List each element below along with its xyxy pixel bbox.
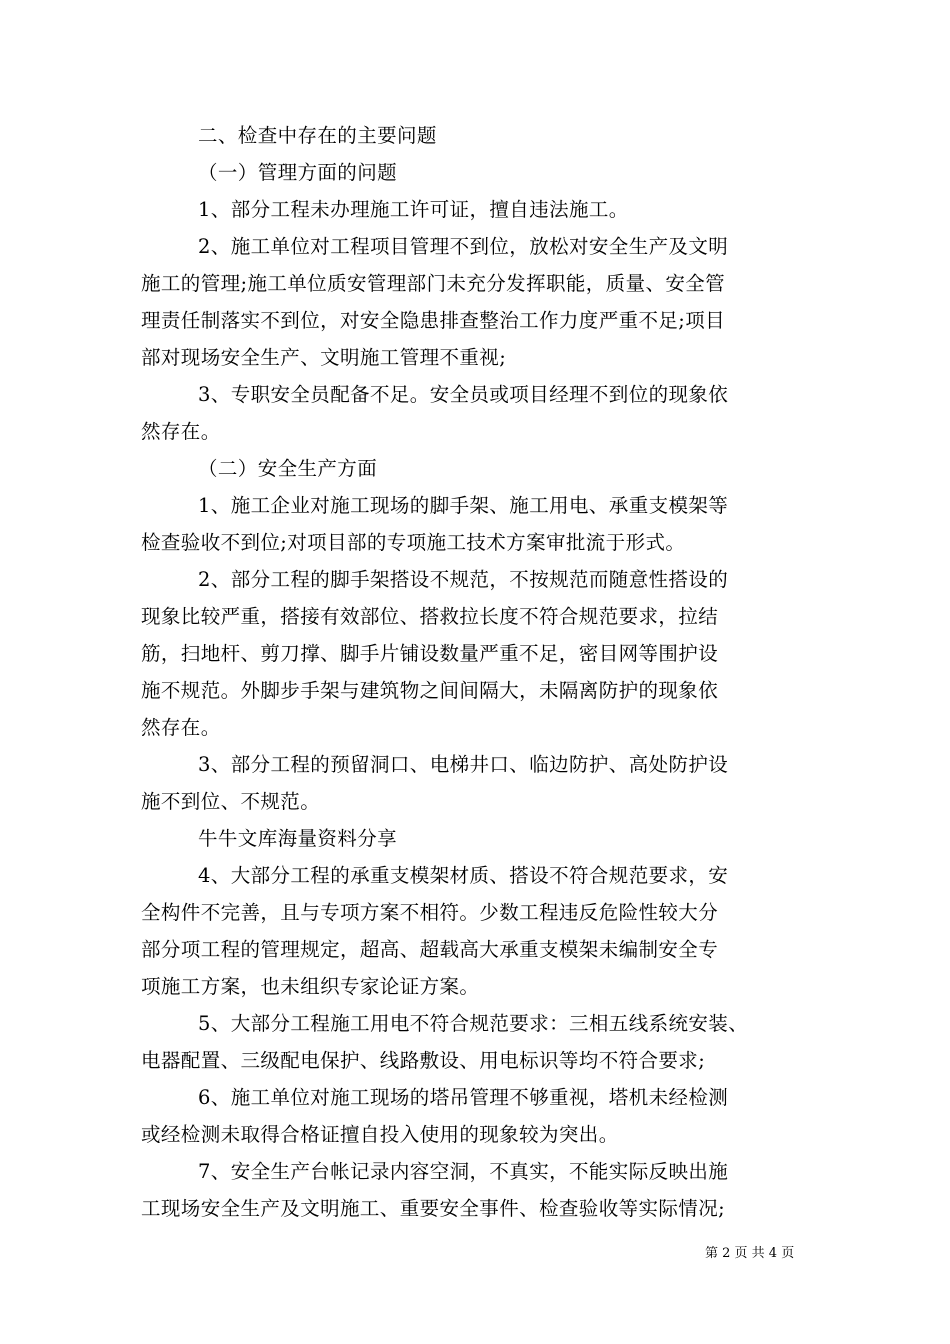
text-line: 3、专职安全员配备不足。安全员或项目经理不到位的现象依 (198, 383, 729, 406)
text-line: 部对现场安全生产、文明施工管理不重视; (141, 346, 507, 369)
text-line: 然存在。 (141, 420, 221, 443)
text-line: 2、施工单位对工程项目管理不到位，放松对安全生产及文明 (198, 235, 729, 258)
text-line: 施工的管理;施工单位质安管理部门未充分发挥职能，质量、安全管 (141, 272, 726, 295)
text-line: 工现场安全生产及文明施工、重要安全事件、检查验收等实际情况; (141, 1197, 726, 1220)
text-line: 然存在。 (141, 716, 221, 739)
text-line: 筋，扫地杆、剪刀撑、脚手片铺设数量严重不足，密目网等围护设 (141, 642, 719, 665)
text-line: 全构件不完善，且与专项方案不相符。少数工程违反危险性较大分 (141, 901, 719, 924)
text-line: 现象比较严重，搭接有效部位、搭救拉长度不符合规范要求，拉结 (141, 605, 719, 628)
text-line: 2、部分工程的脚手架搭设不规范，不按规范而随意性搭设的 (198, 568, 729, 591)
text-line: 检查验收不到位;对项目部的专项施工技术方案审批流于形式。 (141, 531, 686, 554)
text-line: 牛牛文库海量资料分享 (198, 827, 398, 850)
text-line: 二、检查中存在的主要问题 (198, 124, 437, 147)
text-line: 7、安全生产台帐记录内容空洞，不真实，不能实际反映出施 (198, 1160, 729, 1183)
text-line: 电器配置、三级配电保护、线路敷设、用电标识等均不符合要求; (141, 1049, 706, 1072)
text-line: （二）安全生产方面 (198, 457, 378, 480)
text-line: 5、大部分工程施工用电不符合规范要求：三相五线系统安装、 (198, 1012, 749, 1035)
page-number-footer: 第 2 页 共 4 页 (705, 1246, 795, 1261)
text-line: 4、大部分工程的承重支模架材质、搭设不符合规范要求，安 (198, 864, 729, 887)
text-line: 1、部分工程未办理施工许可证，擅自违法施工。 (198, 198, 629, 221)
text-line: 6、施工单位对施工现场的塔吊管理不够重视，塔机未经检测 (198, 1086, 729, 1109)
text-line: （一）管理方面的问题 (198, 161, 398, 184)
text-line: 部分项工程的管理规定，超高、超载高大承重支模架未编制安全专 (141, 938, 719, 961)
text-line: 项施工方案，也未组织专家论证方案。 (141, 975, 480, 998)
text-line: 施不规范。外脚步手架与建筑物之间间隔大，未隔离防护的现象依 (141, 679, 719, 702)
text-line: 施不到位、不规范。 (141, 790, 321, 813)
text-line: 或经检测未取得合格证擅自投入使用的现象较为突出。 (141, 1123, 619, 1146)
text-line: 1、施工企业对施工现场的脚手架、施工用电、承重支模架等 (198, 494, 729, 517)
document-body (141, 117, 811, 1227)
text-line: 理责任制落实不到位，对安全隐患排查整治工作力度严重不足;项目 (141, 309, 726, 332)
text-line: 3、部分工程的预留洞口、电梯井口、临边防护、高处防护设 (198, 753, 729, 776)
